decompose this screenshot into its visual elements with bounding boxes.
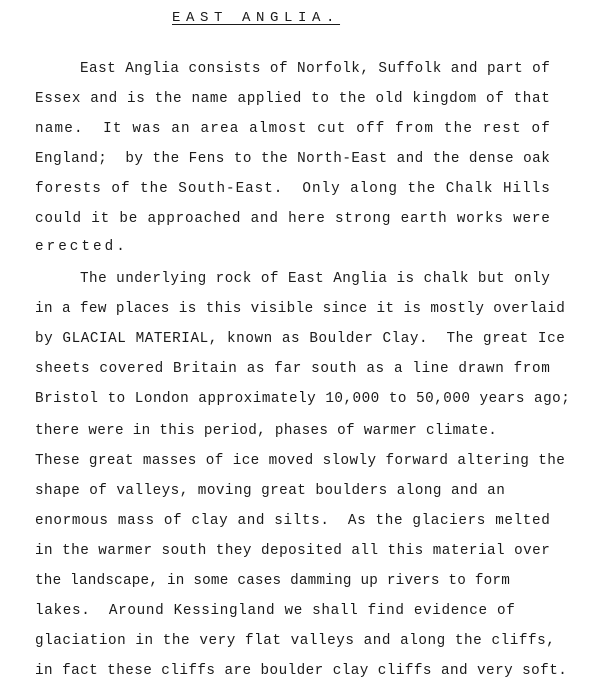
text-line-21: in fact these cliffs are boulder clay cliffs and very soft. bbox=[35, 663, 568, 679]
page-title: EAST ANGLIA. bbox=[172, 10, 341, 26]
text-line-16: enormous mass of clay and silts. As the glaciers melted bbox=[35, 513, 551, 529]
text-line-6: could it be approached and here strong earth works were bbox=[35, 211, 551, 227]
text-line-9: in a few places is this visible since it is mostly overlaid bbox=[35, 301, 566, 317]
text-line-15: shape of valleys, moving great boulders along and an bbox=[35, 483, 506, 499]
text-line-8: The underlying rock of East Anglia is chalk but only bbox=[80, 271, 551, 287]
text-line-10: by GLACIAL MATERIAL, known as Boulder Clay. The great Ice bbox=[35, 331, 566, 347]
text-line-12: Bristol to London approximately 10,000 to 50,000 years ago; bbox=[35, 391, 571, 407]
text-line-7: erected. bbox=[35, 239, 128, 255]
text-line-4: England; by the Fens to the North-East and the dense oak bbox=[35, 151, 551, 167]
text-line-3: name. It was an area almost cut off from the rest of bbox=[35, 121, 551, 137]
text-line-19: lakes. Around Kessingland we shall find evidence of bbox=[35, 603, 516, 619]
text-line-11: sheets covered Britain as far south as a line drawn from bbox=[35, 361, 551, 377]
text-line-2: Essex and is the name applied to the old kingdom of that bbox=[35, 91, 551, 107]
text-line-18: the landscape, in some cases damming up rivers to form bbox=[35, 573, 511, 589]
text-line-5: forests of the South-East. Only along the Chalk Hills bbox=[35, 181, 551, 197]
text-line-14: These great masses of ice moved slowly forward altering the bbox=[35, 453, 566, 469]
text-line-17: in the warmer south they deposited all this material over bbox=[35, 543, 551, 559]
text-line-20: glaciation in the very flat valleys and along the cliffs, bbox=[35, 633, 556, 649]
text-line-1: East Anglia consists of Norfolk, Suffolk and part of bbox=[80, 61, 551, 77]
text-line-13: there were in this period, phases of warmer climate. bbox=[35, 423, 498, 439]
